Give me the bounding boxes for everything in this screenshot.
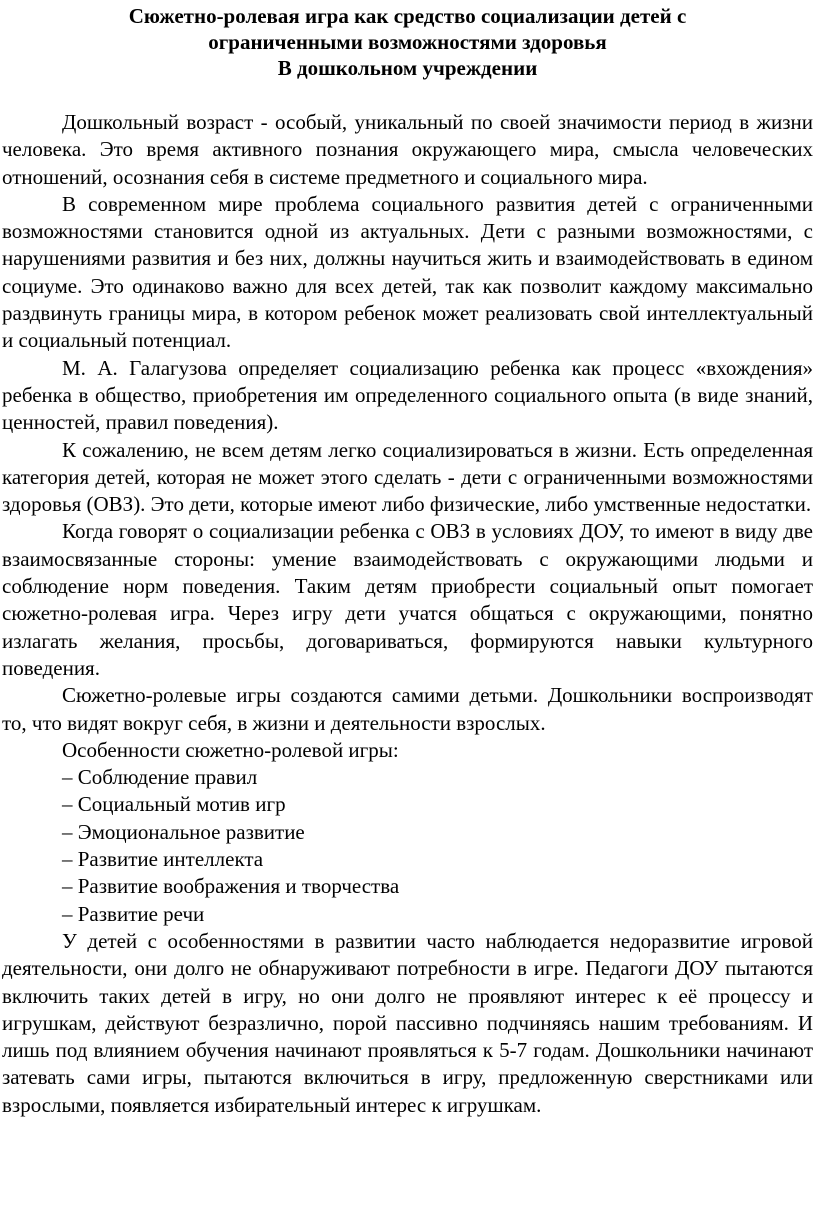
paragraph-6: Сюжетно-ролевые игры создаются самими детьми. Дошкольники воспроизводят то, что видят вокруг себя, в жизни и деятельности взрослых. [2,683,813,735]
list-intro: Особенности сюжетно-ролевой игры: [62,737,399,762]
document-page [2,0,813,1229]
paragraph-2: В современном мире проблема социального развития детей с ограниченными возможностями становится одной из актуальных. Дети с разными возможностями, с нарушениями развития и без них, должны научиться жить и взаимодействовать в едином социуме. Это одинаково важно для всех детей, так как позволит каждому максимально раздвинуть границы мира, в котором ребенок может реализовать свой интеллектуальный и социальный потенциал. [2,191,813,353]
features-list [2,764,813,928]
paragraph-1: Дошкольный возраст - особый, уникальный по своей значимости период в жизни человека. Это время активного познания окружающего мира, смысла человеческих отношений, осознания себя в системе предметного и социального мира. [2,110,813,189]
document-title [2,3,813,81]
document-body [2,109,813,1119]
list-item: – Развитие интеллекта [62,847,264,872]
paragraph-final: У детей с особенностями в развитии часто наблюдается недоразвитие игровой деятельности, они долго не обнаруживают потребности в игре. Педагоги ДОУ пытаются включить таких детей в игру, но они долго не проявляют интерес к её процессу и игрушкам, действуют безразлично, порой пассивно подчиняясь нашим требованиям. И лишь под влиянием обучения начинают проявляться к 5-7 годам. Дошкольники начинают затевать сами игры, пытаются включиться в игру, предложенную сверстниками или взрослыми, появляется избирательный интерес к игрушкам. [2,928,813,1117]
paragraph-4: К сожалению, не всем детям легко социализироваться в жизни. Есть определенная категория детей, которая не может этого сделать - дети с ограниченными возможностями здоровья (ОВЗ). Это дети, которые имеют либо физические, либо умственные недостатки. [2,437,813,517]
paragraph-3: М. А. Галагузова определяет социализацию ребенка как процесс «вхождения» ребенка в общество, приобретения им определенного социального опыта (в виде знаний, ценностей, правил поведения). [2,355,813,435]
list-item: – Социальный мотив игр [62,792,286,817]
title-line-3: В дошкольном учреждении [277,56,538,80]
title-line-1: Сюжетно-ролевая игра как средство социализации детей с [128,4,687,28]
title-line-2: ограниченными возможностями здоровья [208,30,607,54]
list-item: – Соблюдение правил [62,765,258,790]
list-item: – Эмоциональное развитие [62,819,305,844]
list-item: – Развитие речи [62,901,205,926]
paragraph-5: Когда говорят о социализации ребенка с ОВЗ в условиях ДОУ, то имеют в виду две взаимосвязанные стороны: умение взаимодействовать с окружающими людьми и соблюдение норм поведения. Таким детям приобрести социальный опыт помогает сюжетно-ролевая игра. Через игру дети учатся общаться с окружающими, понятно излагать желания, просьбы, договариваться, формируются навыки культурного поведения. [2,519,813,680]
list-item: – Развитие воображения и творчества [62,874,400,899]
